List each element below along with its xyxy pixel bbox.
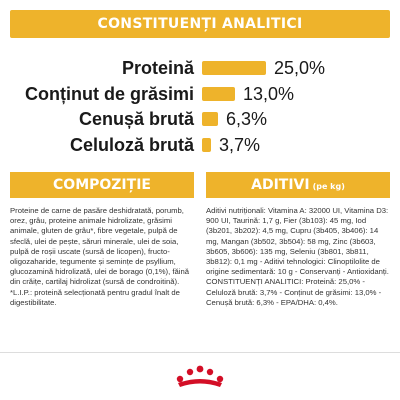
- analitici-row: [0, 133, 400, 157]
- analitici-value: 3,7%: [219, 135, 261, 155]
- compozitie-title: COMPOZIȚIE: [53, 177, 151, 193]
- analitici-bar: [202, 138, 211, 152]
- analitici-label: Cenușă brută: [78, 109, 194, 129]
- analitici-value: 6,3%: [226, 109, 268, 129]
- aditivi-title-suffix: (pe kg): [312, 182, 345, 191]
- royal-canin-crown-logo-icon: [170, 358, 230, 392]
- analitici-row: [0, 107, 400, 131]
- analitici-title: CONSTITUENȚI ANALITICI: [97, 16, 303, 32]
- analitici-bar: [202, 87, 235, 101]
- footer-divider: [0, 352, 400, 353]
- analitici-label: Celuloză brută: [69, 135, 194, 155]
- analitici-bar: [202, 112, 218, 126]
- analitici-value: 25,0%: [274, 58, 326, 78]
- compozitie-text: Proteine de carne de pasăre deshidratată, porumb, orez, grâu, proteine animale hidrolizate, grăsimi animale, gluten de grâu*, fibre vegetale, pulpă de sfeclă, ulei de pește, săruri minerale, ulei de soia, pulpă de roșii uscate (sursă de licopen), fructo-oligozaharide, tegumente și semințe de psyllium, glucozamină hidrolizată, ulei de borago (0,1%), făină din crăițe, cartilaj hidrolizat (sursă de condroitină). *L.I.P.: proteină selecționată pentru gradul înalt de digestibilitate.: [10, 206, 190, 307]
- analitici-banner: [10, 10, 390, 38]
- analitici-row: [0, 82, 400, 106]
- analitici-label: Proteină: [121, 58, 194, 78]
- analitici-value: 13,0%: [243, 84, 295, 104]
- aditivi-title: ADITIVI: [251, 177, 310, 193]
- aditivi-text: Aditivi nutriționali: Vitamina A: 32000 UI, Vitamina D3: 900 UI, Taurină: 1,7 g, Fier (3b103): 45 mg, Iod (3b201, 3b202): 4,5 mg, Cupru (3b405, 3b406): 14 mg, Mangan (3b502, 3b504): 58 mg, Zinc (3b603, 3b605, 3b606): 135 mg, Seleniu (3b801, 3b811, 3b812): 0,1 mg - Aditivi tehnologici: Clinoptilolite de origine sedimentară: 10 g - Conservanți - Antioxidanți. CONSTITUENȚI ANALITICI: Proteină: 25,0% - Celuloză brută: 3,7% - Conținut de grăsimi: 13,0% - Cenușă brută: 6,3% - EPA/DHA: 0,4%.: [206, 206, 389, 307]
- compozitie-banner: [10, 172, 194, 198]
- aditivi-banner: [206, 172, 390, 198]
- analitici-label: Conținut de grăsimi: [24, 84, 194, 104]
- analitici-row: [0, 56, 400, 80]
- analitici-bar: [202, 61, 266, 75]
